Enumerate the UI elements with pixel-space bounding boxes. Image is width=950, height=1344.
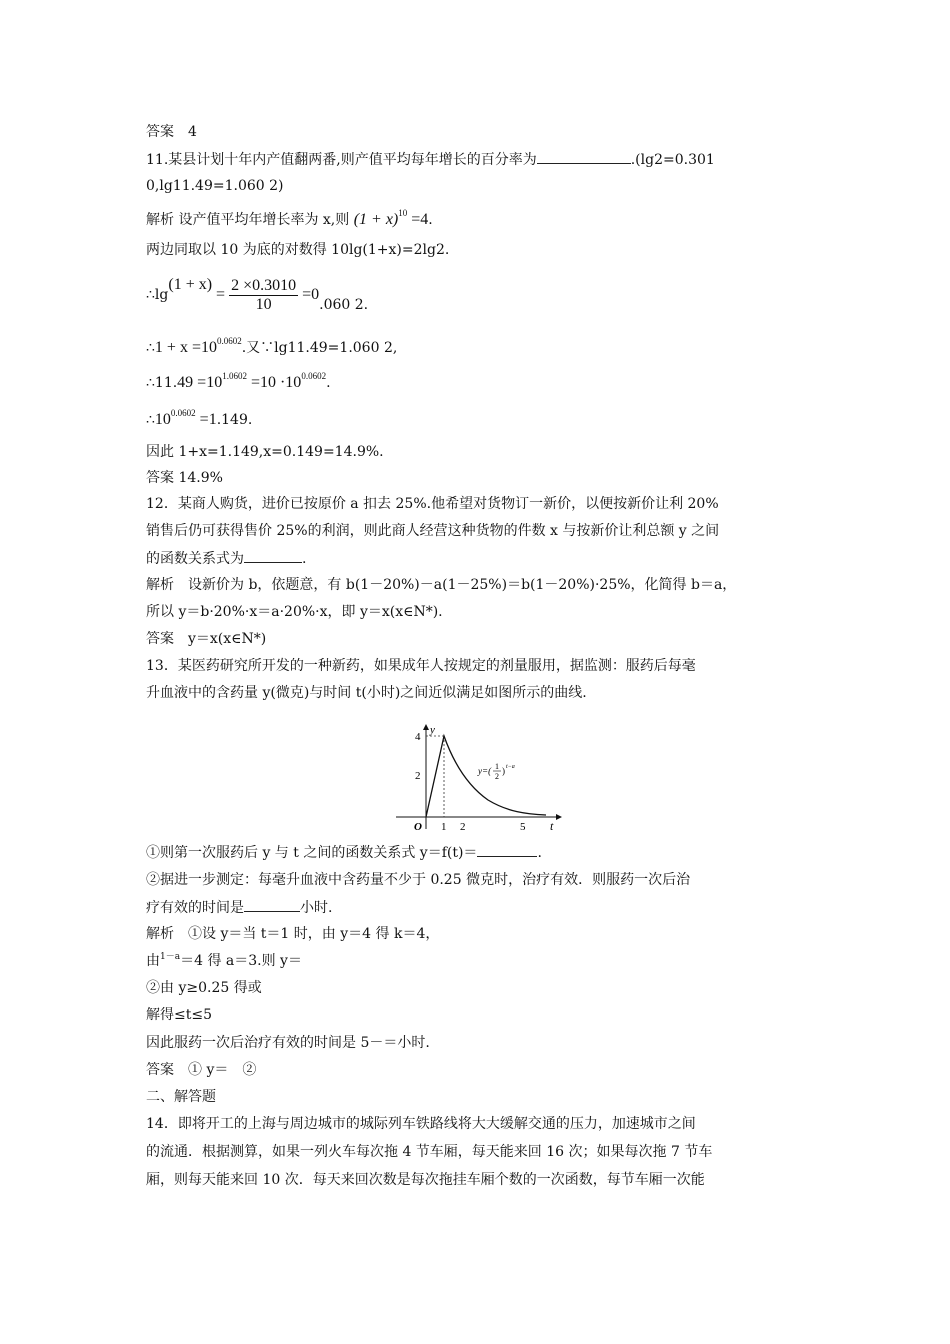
- solution-11-line6: [146, 410, 252, 431]
- math-exponent: 1.0602: [222, 371, 247, 381]
- answer-blank: [477, 842, 537, 857]
- x-axis-label: t: [550, 819, 554, 833]
- curve-label-exponent: t−a: [506, 764, 515, 770]
- origin-label: O: [414, 821, 422, 833]
- x-axis-arrow: [556, 814, 562, 820]
- answer-13: [146, 1060, 256, 1080]
- x-tick-5: 5: [520, 821, 526, 833]
- x-tick-2: 2: [460, 821, 466, 833]
- question-14-line1: [146, 1114, 696, 1134]
- text: 解析 设产值平均年增长率为 x,则: [146, 212, 350, 228]
- text: 因此 1+x=1.149,x=0.149=14.9%.: [146, 444, 384, 460]
- question-11-cont: [146, 176, 284, 196]
- text: .又∵lg11.49=1.060 2,: [241, 340, 398, 356]
- text: 的函数关系式为: [146, 551, 244, 567]
- solution-11-line1: [146, 210, 433, 231]
- text: ②据进一步测定：每毫升血液中含药量不少于 0.25 微克时，治疗有效．则服药一次后治: [146, 872, 691, 888]
- answer-blank: [244, 897, 300, 912]
- solution-13-line3: [146, 978, 262, 998]
- y-tick-2: 2: [415, 770, 421, 782]
- solution-13-line1: [146, 924, 439, 944]
- solution-11-line3: [146, 274, 368, 316]
- text: 两边同取以 10 为底的对数得 10lg(1+x)=2lg2.: [146, 242, 450, 258]
- text: 二、解答题: [146, 1089, 216, 1105]
- text: 答案 ① y＝ ②: [146, 1062, 257, 1078]
- solution-11-line4: [146, 338, 397, 359]
- math-exponent: 10: [398, 208, 408, 218]
- question-14-line3: [146, 1170, 705, 1190]
- text: 因此服药一次后治疗有效的时间是 5－＝小时.: [146, 1035, 430, 1051]
- text: 销售后仍可获得售价 25%的利润，则此商人经营这种货物的件数 x 与按新价让利总额 y 之间: [146, 523, 720, 539]
- math-expr: 49 =10: [177, 374, 223, 391]
- y-tick-4: 4: [415, 731, 421, 743]
- math-expr: =: [212, 286, 230, 303]
- solution-11-line2: [146, 240, 449, 260]
- solution-12-line1: [146, 575, 736, 595]
- text: 12．某商人购货，进价已按原价 a 扣去 25%.他希望对货物订一新价，以便按新价让利 20%: [146, 496, 719, 512]
- question-12-line2: [146, 521, 719, 541]
- text: ＝4 得 a＝3.则 y＝: [180, 953, 302, 969]
- answer-blank: [537, 149, 631, 164]
- text: 所以 y＝b·20%·x＝a·20%·x，即 y＝x(x∈N*).: [146, 604, 443, 620]
- section-heading: [146, 1087, 216, 1107]
- text: 答案 14.9%: [146, 470, 223, 486]
- fraction-numerator: 2 ×0.3010: [231, 276, 297, 294]
- solution-13-line4: [146, 1005, 212, 1025]
- text: 解析 ①设 y＝当 t＝1 时，由 y＝4 得 k＝4，: [146, 926, 440, 942]
- text: .060 2.: [319, 297, 369, 313]
- answer-blank: [244, 548, 302, 563]
- question-11: [146, 149, 715, 170]
- answer-12: [146, 629, 266, 649]
- question-12-line3: [146, 548, 306, 569]
- text: 疗有效的时间是: [146, 900, 244, 916]
- text: 0,lg11.49=1.060 2): [146, 178, 284, 194]
- math-expr: =0: [298, 286, 320, 303]
- question-14-line2: [146, 1142, 712, 1162]
- curve-label-suffix: ): [502, 766, 505, 776]
- text: ∴: [146, 412, 155, 428]
- solution-12-line2: [146, 602, 443, 622]
- text: 升血液中的含药量 y(微克)与时间 t(小时)之间近似满足如图所示的曲线.: [146, 685, 587, 701]
- fraction-denominator: 10: [255, 295, 272, 313]
- text: ∴lg: [146, 287, 169, 303]
- math-exponent: 0.0602: [216, 336, 242, 346]
- text: ②由 y≥0.25 得或: [146, 980, 262, 996]
- math-expr: =4: [407, 211, 429, 228]
- text: .: [537, 845, 542, 861]
- math-exponent: 0.0602: [301, 371, 327, 381]
- text: 答案 y＝x(x∈N*): [146, 631, 267, 647]
- solution-13-line2: [146, 951, 302, 973]
- text: .(lg2=0.301: [630, 152, 715, 168]
- answer-10: [146, 122, 197, 142]
- question-13-part2-line1: [146, 870, 690, 890]
- concentration-figure: [396, 724, 566, 834]
- solution-11-line7: [146, 442, 384, 462]
- y-axis-label: y: [430, 724, 435, 736]
- text: 厢，则每天能来回 10 次．每天来回次数是每次拖挂车厢个数的一次函数，每节车厢一次能: [146, 1172, 705, 1188]
- math-expr: 1 + x =10: [154, 339, 217, 356]
- y-axis-arrow: [423, 724, 429, 730]
- question-13-line2: [146, 683, 587, 703]
- solution-11-line5: [146, 373, 331, 394]
- curve-label-prefix: y=(: [478, 766, 492, 776]
- text: 解得≤t≤5: [146, 1007, 212, 1023]
- text: 13．某医药研究所开发的一种新药，如果成年人按规定的剂量服用，据监测：服药后每毫: [146, 658, 696, 674]
- text: 答案 4: [146, 124, 197, 140]
- text: .: [302, 551, 307, 567]
- text: .: [326, 375, 331, 391]
- question-12-line1: [146, 494, 719, 514]
- superscript: 1－a: [160, 952, 181, 962]
- x-tick-1: 1: [441, 821, 447, 833]
- fraction: [229, 277, 298, 314]
- text: ①则第一次服药后 y 与 t 之间的函数关系式 y＝f(t)＝: [146, 845, 478, 861]
- text: ∴: [146, 340, 155, 356]
- text: 的流通．根据测算，如果一列火车每次拖 4 节车厢，每天能来回 16 次；如果每次拖 7 节车: [146, 1144, 713, 1160]
- math-expr: (1 + x): [168, 276, 213, 293]
- text: .: [428, 212, 433, 228]
- text: 由: [146, 953, 160, 969]
- solution-13-line5: [146, 1033, 430, 1053]
- text: ∴11.: [146, 375, 178, 391]
- curve-label-numerator: 1: [495, 762, 499, 771]
- math-expr: (1 + x): [353, 211, 399, 228]
- curve-label-denominator: 2: [495, 772, 499, 781]
- question-13-part2-line2: [146, 897, 332, 918]
- text: 小时.: [300, 900, 333, 916]
- text: .149.: [216, 412, 253, 428]
- text: 解析 设新价为 b，依题意，有 b(1－20%)－a(1－25%)＝b(1－20%)·25%，化简得 b＝a，: [146, 577, 737, 593]
- text: 14．即将开工的上海与周边城市的城际列车铁路线将大大缓解交通的压力，加速城市之间: [146, 1116, 696, 1132]
- math-expr: =1: [195, 411, 217, 428]
- answer-11: [146, 468, 223, 488]
- math-expr: 10: [154, 411, 171, 428]
- question-13-line1: [146, 656, 696, 676]
- text: 11.某县计划十年内产值翻两番,则产值平均每年增长的百分率为: [146, 152, 537, 168]
- math-expr: =10 ·10: [246, 374, 302, 391]
- math-exponent: 0.0602: [170, 408, 196, 418]
- question-13-part1: [146, 842, 542, 863]
